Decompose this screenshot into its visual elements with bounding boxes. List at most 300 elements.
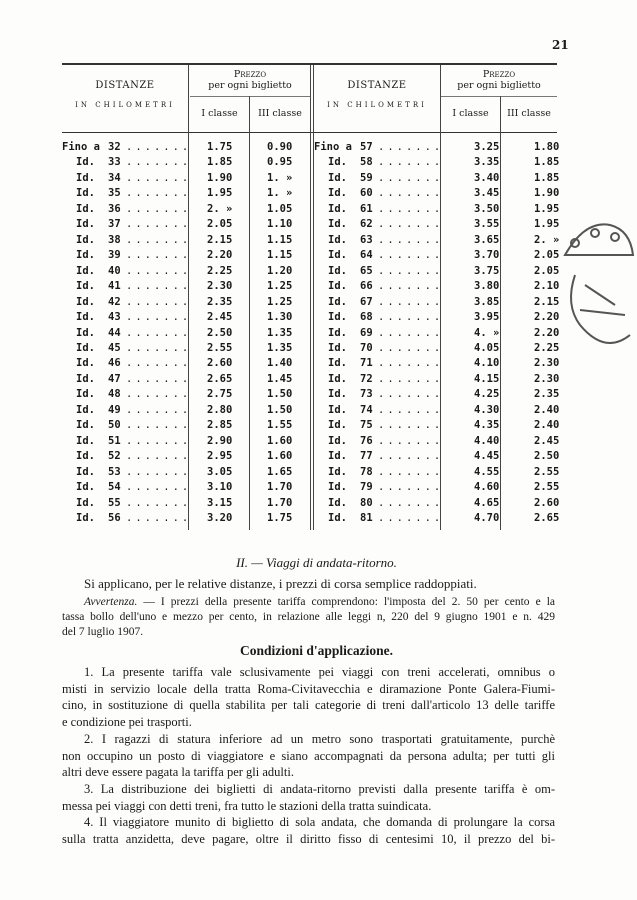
distance-km: 58 — [360, 156, 373, 169]
condition-line: 2. I ragazzi di statura inferiore ad un metro sono trasportati gratuitamente, purchè — [84, 731, 555, 746]
avvertenza-label: Avvertenza. — [84, 596, 138, 608]
price-subheader: per ogni biglietto — [457, 80, 541, 91]
price-class3: 1.90 — [534, 187, 560, 200]
table-row — [62, 249, 560, 264]
table-row — [62, 419, 560, 434]
distance-km: 74 — [360, 403, 373, 416]
distance-prefix: Id. — [76, 264, 95, 277]
leader-dots: ....... — [378, 218, 444, 231]
distance-prefix: Id. — [328, 280, 347, 293]
distance-header: DISTANZE — [347, 80, 407, 91]
distance-km: 75 — [360, 419, 373, 432]
distance-km: 43 — [108, 311, 121, 324]
distance-prefix: Id. — [328, 357, 347, 370]
price-class3: 1.50 — [267, 388, 293, 401]
distance-km: 68 — [360, 311, 373, 324]
condition-line: cino, in sostituzione di quella stabilita per tali categorie di treni dall'articolo 13 delle tariffe — [62, 698, 555, 713]
distance-prefix: Id. — [328, 311, 347, 324]
leader-dots: ....... — [378, 187, 444, 200]
price-class1: 4.40 — [474, 434, 500, 447]
distance-prefix: Id. — [76, 156, 95, 169]
distance-km: 62 — [360, 218, 373, 231]
price-class3: 2.30 — [534, 357, 560, 370]
price-class1: 2.35 — [207, 295, 233, 308]
price-class1: 3.75 — [474, 264, 500, 277]
leader-dots: ....... — [126, 218, 192, 231]
price-class3: 0.90 — [267, 141, 293, 153]
distance-prefix: Id. — [76, 512, 95, 525]
leader-dots: ....... — [126, 326, 192, 339]
leader-dots: ....... — [378, 141, 444, 153]
price-class3: 1.65 — [267, 465, 293, 478]
table-row — [62, 280, 560, 295]
distance-km: 56 — [108, 512, 121, 525]
distance-km: 42 — [108, 295, 121, 308]
price-class1: 4.55 — [474, 465, 500, 478]
leader-dots: ....... — [378, 388, 444, 401]
price-class3: 1.80 — [534, 141, 560, 153]
leader-dots: ....... — [126, 450, 192, 463]
price-class1: 4.45 — [474, 450, 500, 463]
leader-dots: ....... — [126, 465, 192, 478]
table-row — [62, 187, 560, 202]
price-class3: 1.20 — [267, 264, 293, 277]
price-class3: 2.05 — [534, 249, 560, 262]
distance-prefix: Id. — [76, 372, 95, 385]
library-stamp-icon — [555, 215, 637, 365]
distance-prefix: Id. — [76, 434, 95, 447]
price-class1: 3.70 — [474, 249, 500, 262]
distance-prefix: Id. — [328, 512, 347, 525]
leader-dots: ....... — [126, 156, 192, 169]
leader-dots: ....... — [126, 434, 192, 447]
leader-dots: ....... — [126, 357, 192, 370]
distance-prefix: Id. — [328, 156, 347, 169]
price-class1: 2.30 — [207, 280, 233, 293]
distance-km: 78 — [360, 465, 373, 478]
distance-prefix: Id. — [328, 481, 347, 494]
distance-prefix: Id. — [76, 481, 95, 494]
price-class1: 2.25 — [207, 264, 233, 277]
distance-prefix: Id. — [76, 326, 95, 339]
price-class1: 1.75 — [207, 141, 233, 153]
leader-dots: ....... — [378, 249, 444, 262]
price-class1: 4.05 — [474, 341, 500, 354]
price-class1: 2.15 — [207, 233, 233, 246]
distance-prefix: Id. — [76, 465, 95, 478]
price-class1: 3.65 — [474, 233, 500, 246]
distance-prefix: Id. — [76, 357, 95, 370]
leader-dots: ....... — [126, 202, 192, 215]
distance-header: DISTANZE — [95, 80, 155, 91]
table-row — [62, 341, 560, 357]
table-row — [62, 218, 560, 233]
leader-dots: ....... — [378, 512, 444, 525]
distance-subheader: IN CHILOMETRI — [75, 101, 175, 109]
price-class1: 3.55 — [474, 218, 500, 231]
price-class3: 1.30 — [267, 311, 293, 324]
price-class3: 2.55 — [534, 465, 560, 478]
distance-km: 40 — [108, 264, 121, 277]
table-row — [62, 202, 560, 218]
distance-km: 33 — [108, 156, 121, 169]
price-class1: 4.30 — [474, 403, 500, 416]
distance-prefix: Id. — [76, 171, 95, 184]
class3-header: III classe — [258, 108, 302, 119]
class3-header: III classe — [507, 108, 551, 119]
distance-prefix: Id. — [76, 341, 95, 354]
leader-dots: ....... — [126, 512, 192, 525]
leader-dots: ....... — [126, 341, 192, 354]
leader-dots: ....... — [126, 187, 192, 200]
distance-prefix: Id. — [328, 341, 347, 354]
conditions-list — [62, 664, 555, 848]
price-class3: 2.40 — [534, 419, 560, 432]
distance-prefix: Id. — [328, 403, 347, 416]
price-class3: 2. » — [534, 233, 560, 246]
price-class3: 1.75 — [267, 512, 293, 525]
price-class3: 2.10 — [534, 280, 560, 293]
price-class3: 1.40 — [267, 357, 293, 370]
price-class1: 2.90 — [207, 434, 233, 447]
class1-header: I classe — [201, 108, 238, 119]
section-title-text: II. — Viaggi di andata-ritorno. — [236, 555, 397, 570]
condition-line: e condizione pei trasporti. — [62, 715, 192, 730]
price-class1: 3.15 — [207, 496, 233, 509]
price-class3: 1. » — [267, 187, 293, 200]
condition-line: non occupino un posto di viaggiatore e siano accompagnati da persona adulta; per tutti gli — [62, 748, 555, 763]
price-class1: 2.85 — [207, 419, 233, 432]
distance-km: 50 — [108, 419, 121, 432]
price-class3: 1.05 — [267, 202, 293, 215]
table-row — [62, 388, 560, 403]
price-class1: 3.35 — [474, 156, 500, 169]
price-class1: 2.95 — [207, 450, 233, 463]
price-class1: 2.45 — [207, 311, 233, 324]
distance-prefix: Id. — [76, 187, 95, 200]
distance-prefix: Fino a — [314, 141, 352, 153]
price-class3: 2.05 — [534, 264, 560, 277]
distance-prefix: Id. — [328, 264, 347, 277]
distance-km: 80 — [360, 496, 373, 509]
distance-prefix: Id. — [328, 202, 347, 215]
distance-km: 54 — [108, 481, 121, 494]
distance-prefix: Id. — [328, 450, 347, 463]
distance-prefix: Id. — [328, 326, 347, 339]
distance-prefix: Id. — [76, 233, 95, 246]
avvertenza-line: tassa bollo dell'uno e mezzo per cento, in relazione alle leggi n, 220 del 9 giugno 1901 e n. 429 — [62, 611, 555, 623]
table-row — [62, 403, 560, 419]
leader-dots: ....... — [378, 357, 444, 370]
distance-prefix: Id. — [328, 496, 347, 509]
price-class1: 4.15 — [474, 372, 500, 385]
leader-dots: ....... — [378, 434, 444, 447]
leader-dots: ....... — [378, 280, 444, 293]
distance-km: 47 — [108, 372, 121, 385]
leader-dots: ....... — [378, 419, 444, 432]
distance-km: 81 — [360, 512, 373, 525]
distance-km: 32 — [108, 141, 121, 153]
price-header: Prezzo — [233, 69, 267, 80]
leader-dots: ....... — [378, 403, 444, 416]
leader-dots: ....... — [378, 481, 444, 494]
distance-km: 57 — [360, 141, 373, 153]
condition-line: 1. La presente tariffa vale sclusivamente pei viaggi con treni accelerati, omnibus o — [84, 665, 555, 679]
leader-dots: ....... — [126, 388, 192, 401]
distance-prefix: Id. — [328, 295, 347, 308]
distance-km: 51 — [108, 434, 121, 447]
distance-prefix: Id. — [328, 419, 347, 432]
leader-dots: ....... — [378, 326, 444, 339]
distance-prefix: Id. — [76, 280, 95, 293]
distance-km: 55 — [108, 496, 121, 509]
price-class3: 1.25 — [267, 295, 293, 308]
table-row — [62, 450, 560, 465]
price-class1: 4.25 — [474, 388, 500, 401]
condition-line: 3. La distribuzione dei biglietti di andata-ritorno previsti dalla presente tariffa è om- — [84, 781, 555, 796]
price-class1: 2.50 — [207, 326, 233, 339]
price-class3: 1. » — [267, 171, 293, 184]
distance-prefix: Id. — [328, 465, 347, 478]
conditions-title: Condizioni d'applicazione. — [239, 643, 394, 658]
leader-dots: ....... — [126, 280, 192, 293]
price-class3: 1.35 — [267, 341, 293, 354]
distance-km: 72 — [360, 372, 373, 385]
price-class1: 1.95 — [207, 187, 233, 200]
price-class3: 1.60 — [267, 434, 293, 447]
leader-dots: ....... — [126, 419, 192, 432]
price-subrule-right — [440, 96, 557, 97]
leader-dots: ....... — [378, 465, 444, 478]
leader-dots: ....... — [126, 481, 192, 494]
price-class1: 4.70 — [474, 512, 500, 525]
price-class3: 1.70 — [267, 496, 293, 509]
price-class1: 2.05 — [207, 218, 233, 231]
distance-km: 76 — [360, 434, 373, 447]
price-class3: 2.20 — [534, 311, 560, 324]
distance-km: 64 — [360, 249, 373, 262]
distance-km: 63 — [360, 233, 373, 246]
table-row — [62, 311, 560, 326]
table-row — [62, 326, 560, 342]
price-class1: 4.10 — [474, 357, 500, 370]
leader-dots: ....... — [126, 403, 192, 416]
condition-line: altri deve essere pagata la tariffa per gli adulti. — [62, 765, 294, 780]
leader-dots: ....... — [378, 311, 444, 324]
leader-dots: ....... — [126, 295, 192, 308]
price-class3: 2.45 — [534, 434, 560, 447]
price-class3: 2.55 — [534, 481, 560, 494]
distance-prefix: Id. — [328, 171, 347, 184]
leader-dots: ....... — [378, 233, 444, 246]
price-class1: 3.50 — [474, 202, 500, 215]
price-class3: 2.15 — [534, 295, 560, 308]
distance-prefix: Id. — [76, 249, 95, 262]
price-class1: 3.80 — [474, 280, 500, 293]
distance-km: 77 — [360, 450, 373, 463]
price-class3: 1.60 — [267, 450, 293, 463]
price-class1: 2.75 — [207, 388, 233, 401]
distance-prefix: Fino a — [62, 141, 100, 153]
distance-km: 53 — [108, 465, 121, 478]
price-class3: 1.35 — [267, 326, 293, 339]
price-class3: 1.10 — [267, 218, 293, 231]
leader-dots: ....... — [378, 450, 444, 463]
distance-km: 67 — [360, 295, 373, 308]
price-class1: 2.20 — [207, 249, 233, 262]
price-class3: 1.15 — [267, 249, 293, 262]
page-number: 21 — [552, 38, 569, 52]
price-class3: 1.55 — [267, 419, 293, 432]
price-class3: 1.95 — [534, 202, 560, 215]
table-row — [62, 357, 560, 372]
leader-dots: ....... — [378, 341, 444, 354]
distance-km: 36 — [108, 202, 121, 215]
price-class3: 1.15 — [267, 233, 293, 246]
distance-prefix: Id. — [76, 311, 95, 324]
table-row — [62, 156, 560, 171]
distance-km: 52 — [108, 450, 121, 463]
table-row — [62, 264, 560, 280]
price-class1: 2.60 — [207, 357, 233, 370]
price-class3: 2.65 — [534, 512, 560, 525]
distance-km: 45 — [108, 341, 121, 354]
distance-prefix: Id. — [76, 450, 95, 463]
price-class1: 2.55 — [207, 341, 233, 354]
distance-km: 66 — [360, 280, 373, 293]
condition-line: 4. Il viaggiatore munito di biglietto di sola andata, che domanda di prolungare la corsa — [84, 815, 555, 830]
condition-line: sulla tratta anzidetta, deve pagare, oltre il diritto fisso di centesimi 10, il prezzo del bi- — [62, 832, 555, 847]
leader-dots: ....... — [126, 372, 192, 385]
price-class3: 0.95 — [267, 156, 293, 169]
price-class1: 3.85 — [474, 295, 500, 308]
leader-dots: ....... — [378, 171, 444, 184]
distance-km: 44 — [108, 326, 121, 339]
price-class1: 1.90 — [207, 171, 233, 184]
distance-prefix: Id. — [328, 218, 347, 231]
distance-km: 37 — [108, 218, 121, 231]
price-class1: 3.45 — [474, 187, 500, 200]
distance-prefix: Id. — [328, 233, 347, 246]
distance-km: 41 — [108, 280, 121, 293]
price-class1: 1.85 — [207, 156, 233, 169]
table-row — [62, 233, 560, 249]
table-row — [62, 141, 560, 156]
distance-km: 70 — [360, 341, 373, 354]
price-class3: 1.85 — [534, 171, 560, 184]
distance-prefix: Id. — [328, 388, 347, 401]
distance-km: 73 — [360, 388, 373, 401]
price-header: Prezzo — [482, 69, 516, 80]
leader-dots: ....... — [126, 264, 192, 277]
price-class1: 4. » — [474, 326, 500, 339]
distance-subheader: IN CHILOMETRI — [327, 101, 427, 109]
intro-text: Si applicano, per le relative distanze, i prezzi di corsa semplice raddoppiati. — [84, 576, 477, 591]
distance-prefix: Id. — [76, 388, 95, 401]
price-class3: 1.45 — [267, 372, 293, 385]
price-class1: 3.25 — [474, 141, 500, 153]
leader-dots: ....... — [126, 249, 192, 262]
price-class3: 2.20 — [534, 326, 560, 339]
distance-prefix: Id. — [328, 249, 347, 262]
price-class3: 1.85 — [534, 156, 560, 169]
leader-dots: ....... — [378, 372, 444, 385]
leader-dots: ....... — [126, 141, 192, 153]
leader-dots: ....... — [378, 295, 444, 308]
distance-km: 60 — [360, 187, 373, 200]
price-class1: 2. » — [207, 202, 233, 215]
distance-km: 34 — [108, 171, 121, 184]
leader-dots: ....... — [126, 311, 192, 324]
table-row — [62, 512, 560, 527]
distance-km: 79 — [360, 481, 373, 494]
distance-km: 46 — [108, 357, 121, 370]
price-class3: 2.30 — [534, 372, 560, 385]
condition-line: messa pei viaggi con detti treni, fra tutto le stazioni della tratta suindicata. — [62, 798, 432, 813]
leader-dots: ....... — [378, 156, 444, 169]
price-class1: 2.65 — [207, 372, 233, 385]
distance-km: 49 — [108, 403, 121, 416]
price-class1: 3.10 — [207, 481, 233, 494]
distance-prefix: Id. — [76, 202, 95, 215]
distance-km: 39 — [108, 249, 121, 262]
price-class3: 1.25 — [267, 280, 293, 293]
distance-km: 59 — [360, 171, 373, 184]
price-class3: 2.60 — [534, 496, 560, 509]
leader-dots: ....... — [378, 496, 444, 509]
price-class3: 2.40 — [534, 403, 560, 416]
avvertenza-block — [62, 595, 555, 640]
price-class1: 3.05 — [207, 465, 233, 478]
leader-dots: ....... — [126, 233, 192, 246]
section-title — [78, 555, 555, 571]
distance-km: 69 — [360, 326, 373, 339]
price-class1: 3.95 — [474, 311, 500, 324]
table-row — [62, 171, 560, 187]
price-class1: 3.20 — [207, 512, 233, 525]
avvertenza-line: — I prezzi della presente tariffa comprendono: l'imposta del 2. 50 per cento e la — [137, 596, 555, 608]
distance-km: 65 — [360, 264, 373, 277]
price-class3: 1.50 — [267, 403, 293, 416]
distance-prefix: Id. — [328, 187, 347, 200]
table-row — [62, 434, 560, 450]
price-class1: 3.40 — [474, 171, 500, 184]
distance-prefix: Id. — [76, 419, 95, 432]
distance-prefix: Id. — [76, 295, 95, 308]
table-row — [62, 496, 560, 512]
price-subheader: per ogni biglietto — [208, 80, 292, 91]
price-class1: 4.60 — [474, 481, 500, 494]
distance-prefix: Id. — [328, 434, 347, 447]
table-row — [62, 465, 560, 481]
distance-prefix: Id. — [76, 496, 95, 509]
distance-prefix: Id. — [76, 403, 95, 416]
leader-dots: ....... — [126, 496, 192, 509]
price-class3: 2.25 — [534, 341, 560, 354]
avvertenza-line: del 7 luglio 1907. — [62, 626, 144, 638]
distance-prefix: Id. — [328, 372, 347, 385]
distance-km: 35 — [108, 187, 121, 200]
price-class3: 2.35 — [534, 388, 560, 401]
price-class3: 1.70 — [267, 481, 293, 494]
condition-line: misti in servizio locale della tratta Roma-Civitavecchia e diramazione Ponte Galera-Fiumi- — [62, 681, 555, 696]
price-subrule-left — [190, 96, 310, 97]
price-class1: 2.80 — [207, 403, 233, 416]
table-row — [62, 295, 560, 311]
leader-dots: ....... — [126, 171, 192, 184]
class1-header: I classe — [452, 108, 489, 119]
leader-dots: ....... — [378, 264, 444, 277]
